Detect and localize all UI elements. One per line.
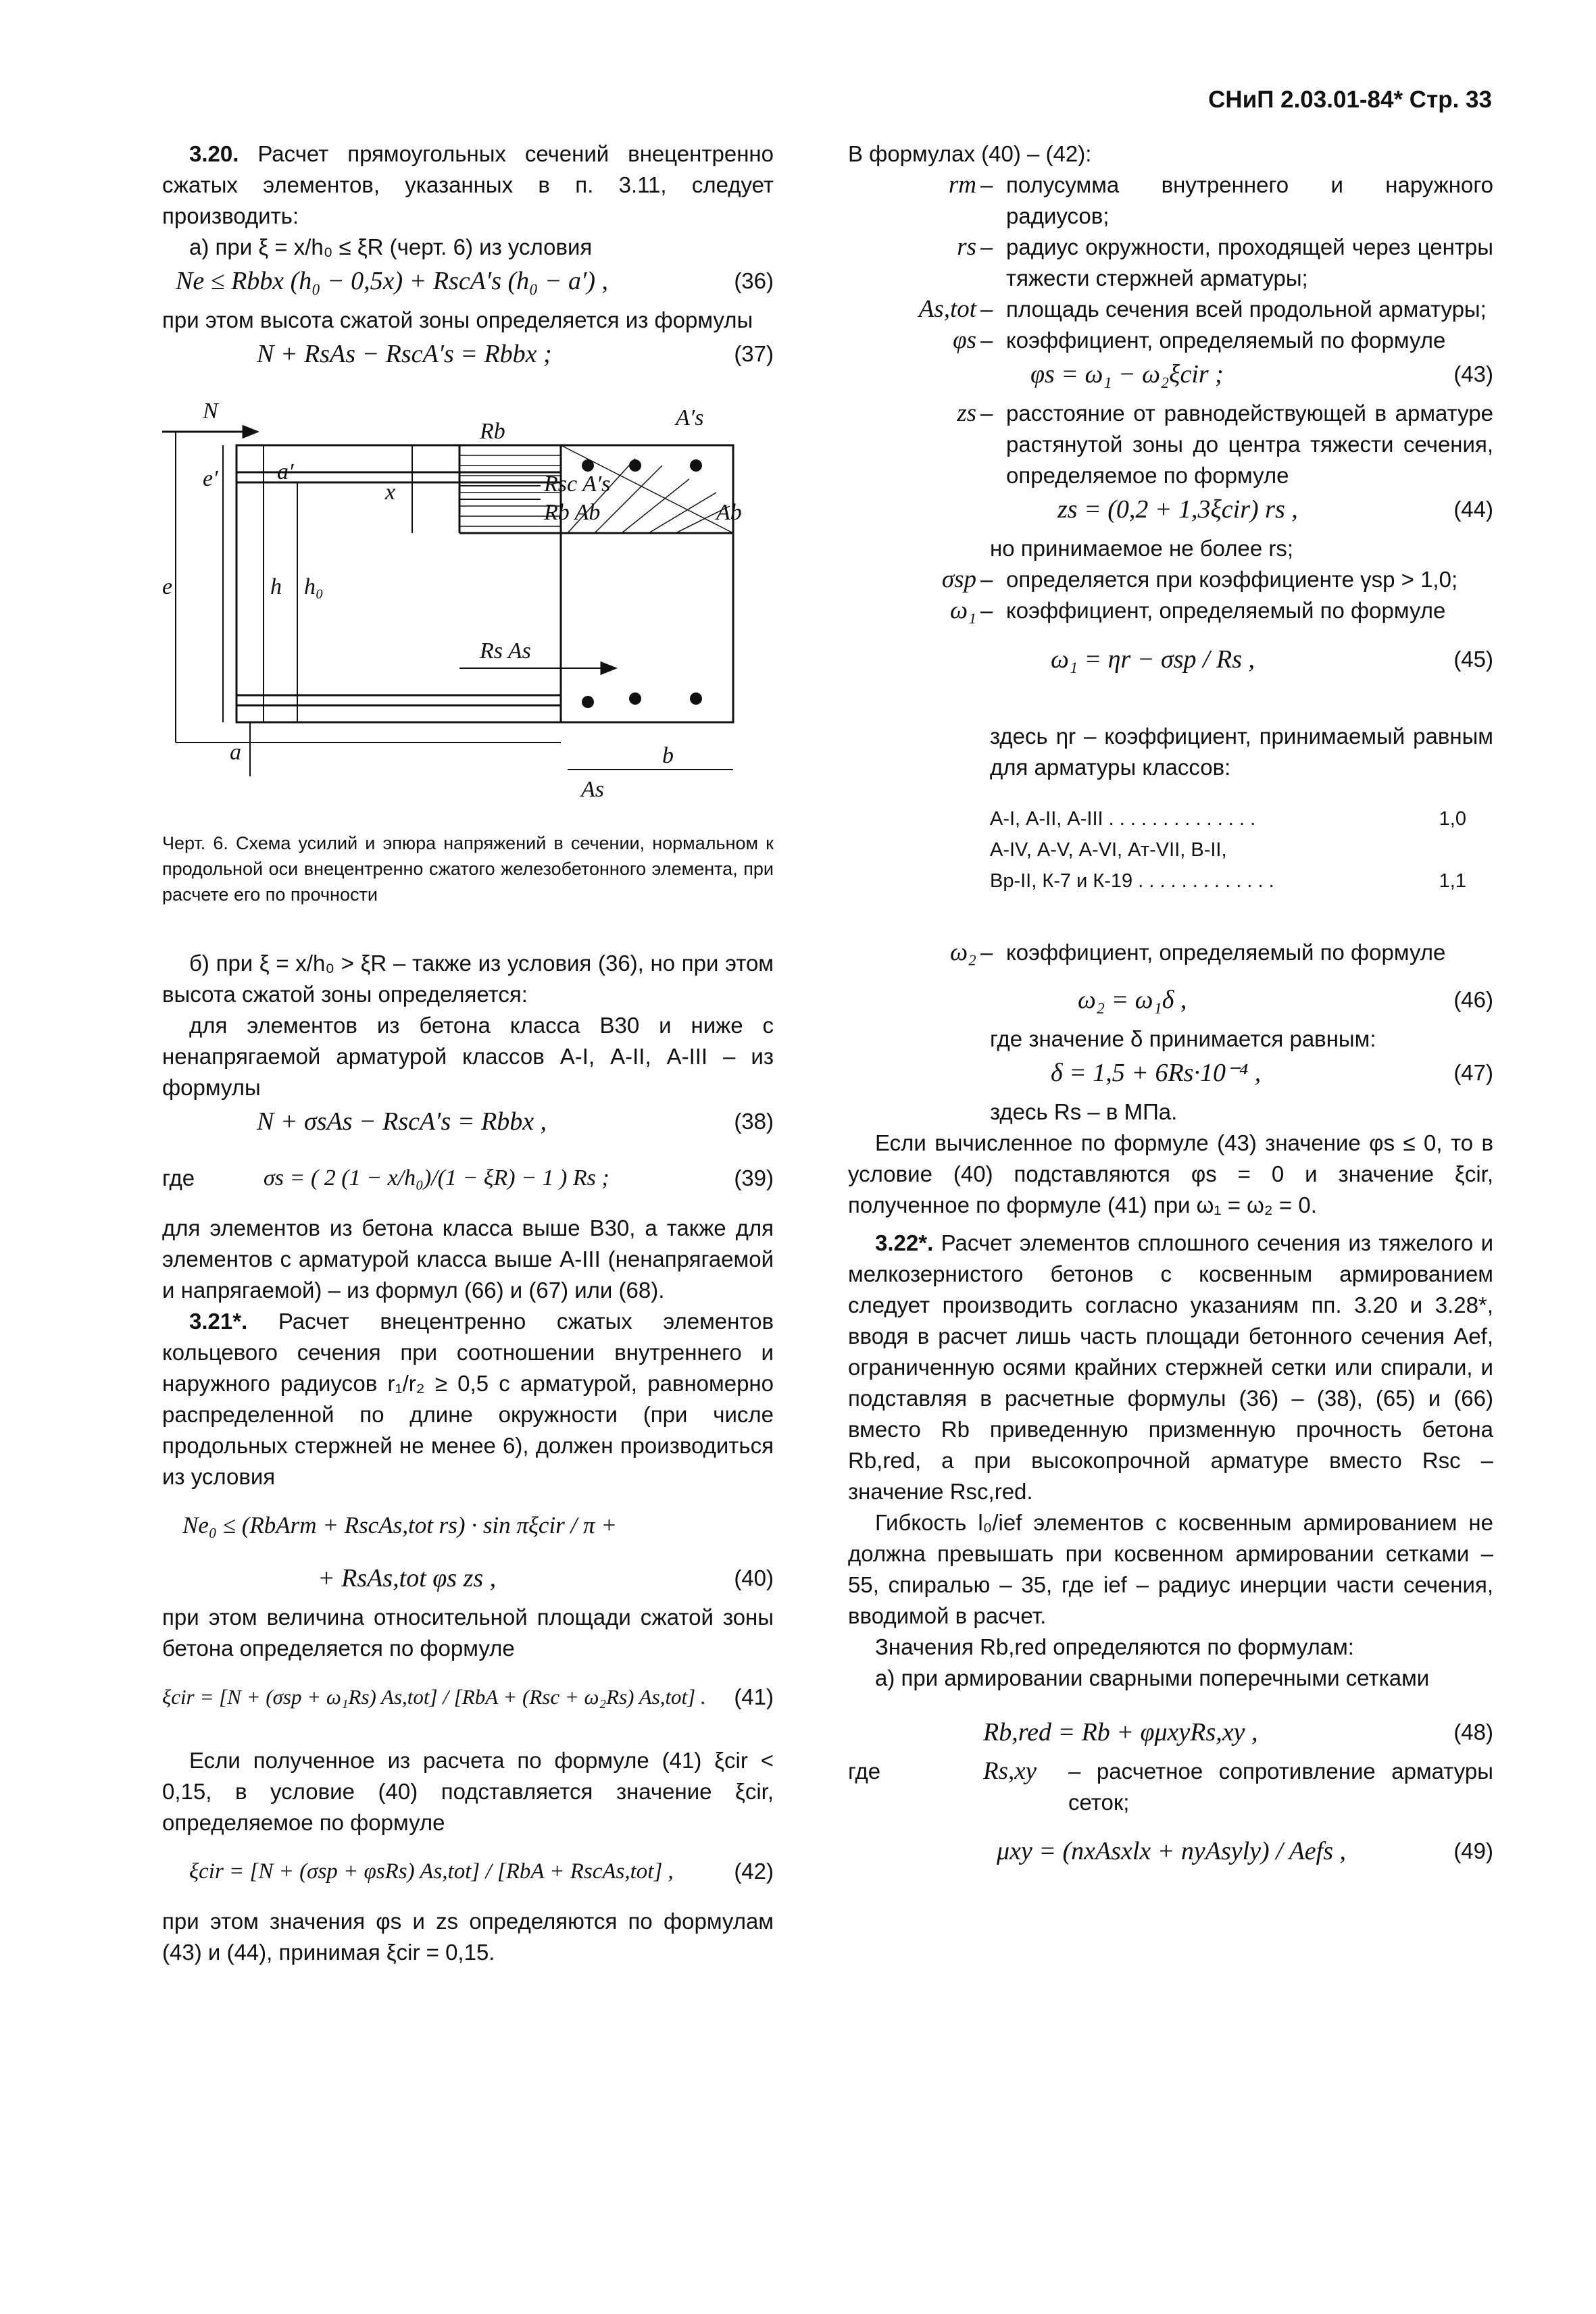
formula-number: (40) bbox=[734, 1565, 774, 1590]
values-text: Значения Rb,red определяются по формулам: bbox=[875, 1634, 1354, 1659]
section-number: 3.22*. bbox=[875, 1230, 934, 1255]
formula-36 bbox=[162, 263, 774, 305]
def-symbol: φs bbox=[953, 326, 976, 354]
where-label: где bbox=[848, 1759, 881, 1784]
fig-label-aprime: a′ bbox=[277, 459, 294, 484]
formula-number: (48) bbox=[1453, 1719, 1493, 1744]
formula-37 bbox=[162, 336, 774, 378]
fig-label-N: N bbox=[203, 399, 218, 424]
formula: Rb,red = Rb + φμxyRs,xy , bbox=[983, 1718, 1258, 1746]
text-after-47b: Если вычисленное по формуле (43) значение φs ≤ 0, то в условие (40) подставляются φs = 0 и значение ξcir, полученное по формуле (41) при ω₁ = ω₂ = 0. bbox=[848, 1130, 1493, 1217]
fig-label-Ab: Ab bbox=[716, 500, 742, 525]
formula-40a bbox=[162, 1492, 774, 1560]
formula-number: (36) bbox=[734, 268, 774, 293]
def-symbol: σsp bbox=[941, 565, 976, 593]
def-row bbox=[848, 1756, 1493, 1818]
def-text: радиус окружности, проходящей через центры тяжести стержней арматуры; bbox=[1006, 234, 1493, 291]
fig-label-a: a bbox=[230, 740, 241, 765]
formula: N + σsAs − RscA′s = Rbbx , bbox=[257, 1107, 547, 1136]
text-after-42: при этом значения φs и zs определяются по формулам (43) и (44), принимая ξcir = 0,15. bbox=[162, 1909, 774, 1965]
formula-number: (37) bbox=[734, 341, 774, 366]
def-text: коэффициент, определяемый по формуле bbox=[1006, 940, 1446, 965]
def-row: ω₁ – коэффициент, определяемый по формуле bbox=[848, 595, 1493, 626]
where-label: где bbox=[162, 1165, 195, 1190]
fig-label-h0: h₀ bbox=[304, 574, 324, 599]
def-symbol: rm bbox=[948, 171, 976, 199]
table-row bbox=[990, 834, 1466, 865]
formula-39 bbox=[162, 1145, 774, 1213]
def-text: определяется при коэффициенте γsp > 1,0; bbox=[1006, 567, 1458, 592]
formula-number: (39) bbox=[734, 1165, 774, 1190]
table-cell: А-I, А-II, А-III . . . . . . . . . . . . . . bbox=[990, 808, 1256, 830]
table-cell: А-IV, А-V, А-VI, Ат-VII, В-II, bbox=[990, 839, 1227, 861]
def-row: rm – полусумма внутреннего и наружного радиусов; bbox=[848, 170, 1493, 232]
formula: ξcir = [N + (σsp + ω₁Rs) As,tot] / [RbA + (Rsc + ω₂Rs) As,tot] . bbox=[162, 1685, 706, 1709]
page-header: СНиП 2.03.01-84* Стр. 33 bbox=[1208, 86, 1492, 113]
left-column bbox=[162, 139, 774, 1968]
text-after-47: здесь Rs – в МПа. bbox=[990, 1099, 1178, 1124]
eta-text: здесь ηr – коэффициент, принимаемый равным для арматуры классов: bbox=[990, 724, 1493, 780]
formula: ω₁ = ηr − σsp / Rs , bbox=[1051, 645, 1255, 674]
formula-number: (44) bbox=[1453, 497, 1493, 522]
fig-label-eprime: e′ bbox=[203, 466, 218, 491]
formula: σs = ( 2 (1 − x/h₀)/(1 − ξR) − 1 ) Rs ; bbox=[264, 1165, 609, 1190]
fig-label-As: As bbox=[581, 777, 604, 802]
text-after-40: при этом величина относительной площади сжатой зоны бетона определяется по формуле bbox=[162, 1605, 774, 1661]
table-cell: 1,1 bbox=[1439, 870, 1466, 892]
def-text: – расчетное сопротивление арматуры сеток; bbox=[1068, 1759, 1493, 1815]
fig-label-h: h bbox=[270, 574, 282, 599]
section-3-22 bbox=[848, 1228, 1493, 1507]
text-after-44: но принимаемое не более rs; bbox=[990, 536, 1294, 561]
def-row: zs – расстояние от равнодействующей в арматуре растянутой зоны до центра тяжести сечения, определяемое по формуле bbox=[848, 398, 1493, 491]
def-text: площадь сечения всей продольной арматуры; bbox=[1006, 297, 1487, 322]
def-symbol: As,tot bbox=[918, 295, 976, 323]
text-after-39: для элементов из бетона класса выше В30, а также для элементов с арматурой класса выше А-III (ненапрягаемой и напрягаемой) – из формул (66) и (67) или (68). bbox=[162, 1215, 774, 1303]
flexibility-text: Гибкость l₀/ief элементов с косвенным армированием не должна превышать при косвенном армировании сетками – 55, спиралью – 35, где ief – радиус инерции части сечения, вводимой в расчет. bbox=[848, 1510, 1493, 1628]
formula-49 bbox=[848, 1818, 1493, 1886]
section-3-21 bbox=[162, 1306, 774, 1492]
def-symbol: Rs,xy bbox=[983, 1757, 1037, 1785]
formula: ω₂ = ω₁δ , bbox=[1078, 986, 1187, 1014]
defs-intro: В формулах (40) – (42): bbox=[848, 141, 1092, 166]
fig-label-Asprime: A′s bbox=[676, 405, 704, 430]
formula-number: (45) bbox=[1453, 647, 1493, 672]
eta-table bbox=[990, 803, 1466, 897]
formula-38 bbox=[162, 1103, 774, 1145]
formula-40b bbox=[162, 1560, 774, 1602]
formula: N + RsAs − RscA′s = Rbbx ; bbox=[257, 340, 552, 368]
def-symbol: ω₁ bbox=[950, 597, 976, 624]
case-a: а) при ξ = x/h₀ ≤ ξR (черт. 6) из условия bbox=[189, 234, 593, 259]
def-text: расстояние от равнодействующей в арматуре растянутой зоны до центра тяжести сечения, определяемое по формуле bbox=[1006, 401, 1493, 488]
formula-number: (46) bbox=[1453, 987, 1493, 1012]
fig-label-RscAs: Rsc A′s bbox=[544, 472, 611, 497]
def-symbol: rs bbox=[957, 233, 976, 261]
table-cell: Вр-II, К-7 и К-19 . . . . . . . . . . . . . bbox=[990, 870, 1274, 892]
formula: δ = 1,5 + 6Rs·10⁻⁴ , bbox=[1051, 1059, 1262, 1087]
def-row: φs – коэффициент, определяемый по формуле bbox=[848, 325, 1493, 356]
definitions-w2 bbox=[848, 937, 1493, 968]
table-row bbox=[990, 803, 1466, 834]
table-row bbox=[990, 865, 1466, 897]
def-symbol: ω₂ bbox=[950, 938, 976, 966]
definitions-rsxy bbox=[848, 1756, 1493, 1818]
def-text: коэффициент, определяемый по формуле bbox=[1006, 598, 1446, 623]
case-a-right: а) при армировании сварными поперечными сетками bbox=[875, 1665, 1430, 1690]
text-b2: для элементов из бетона класса В30 и ниже с ненапрягаемой арматурой классов А-I, А-II, А-III – из формулы bbox=[162, 1013, 774, 1100]
formula: μxy = (nxAsxlx + nyAsyly) / Aefs , bbox=[997, 1837, 1347, 1865]
text-after-41: Если полученное из расчета по формуле (41) ξcir < 0,15, в условие (40) подставляется значение ξcir, определяемое по формуле bbox=[162, 1748, 774, 1835]
formula: zs = (0,2 + 1,3ξcir) rs , bbox=[1057, 495, 1298, 524]
formula-47 bbox=[848, 1055, 1493, 1097]
formula-43 bbox=[848, 356, 1493, 398]
definitions-sigma bbox=[848, 564, 1493, 626]
formula-number: (47) bbox=[1453, 1060, 1493, 1085]
def-row: rs – радиус окружности, проходящей через центры тяжести стержней арматуры; bbox=[848, 232, 1493, 294]
formula-number: (41) bbox=[734, 1684, 774, 1709]
formula-number: (49) bbox=[1453, 1838, 1493, 1863]
formula: Ne ≤ Rbbx (h₀ − 0,5x) + RscA′s (h₀ − a′) , bbox=[176, 267, 608, 295]
def-symbol: zs bbox=[957, 399, 976, 427]
formula-46 bbox=[848, 982, 1493, 1024]
section-number: 3.21*. bbox=[189, 1309, 248, 1334]
formula-44 bbox=[848, 491, 1493, 533]
formula: ξcir = [N + (σsp + φsRs) As,tot] / [RbA + RscAs,tot] , bbox=[189, 1859, 674, 1884]
paragraph-text: Расчет прямоугольных сечений внецентренно сжатых элементов, указанных в п. 3.11, следует производить: bbox=[162, 141, 774, 228]
def-row: ω₂ – коэффициент, определяемый по формуле bbox=[848, 937, 1493, 968]
text-after-46: где значение δ принимается равным: bbox=[990, 1026, 1376, 1051]
paragraph-text: Расчет элементов сплошного сечения из тяжелого и мелкозернистого бетонов с косвенным армированием следует производить согласно указаниям пп. 3.20 и 3.28*, вводя в расчет лишь часть площади бетонного сечения Aef, ограниченную осями крайних стержней сетки или спирали, и подставляя в расчетные формулы (36) – (38), (65) и (66) вместо Rb приведенную призменную прочность бетона Rb,red, а при высокопрочной арматуре вместо Rsc – значение Rsc,red. bbox=[848, 1230, 1493, 1504]
section-3-20 bbox=[162, 139, 774, 232]
def-row: As,tot – площадь сечения всей продольной арматуры; bbox=[848, 294, 1493, 325]
paragraph-text: Расчет внецентренно сжатых элементов кольцевого сечения при соотношении внутреннего и наружного радиусов r₁/r₂ ≥ 0,5 с арматурой, равномерно распределенной по длине окружности (при числе продольных стержней не менее 6), должен производиться из условия bbox=[162, 1309, 774, 1489]
formula-45 bbox=[848, 626, 1493, 694]
fig-label-b: b bbox=[662, 743, 674, 768]
table-cell: 1,0 bbox=[1439, 808, 1466, 830]
fig-label-x: x bbox=[385, 480, 396, 505]
fig-label-RsAs: Rs As bbox=[480, 638, 531, 663]
formula-number: (38) bbox=[734, 1109, 774, 1134]
formula: + RsAs,tot φs zs , bbox=[318, 1564, 497, 1592]
formula-number: (42) bbox=[734, 1859, 774, 1884]
fig-label-e: e bbox=[162, 574, 173, 599]
formula: Ne₀ ≤ (RbArm + RscAs,tot rs) · sin πξcir / π + bbox=[182, 1512, 617, 1538]
formula-42 bbox=[162, 1838, 774, 1906]
definitions-zs bbox=[848, 398, 1493, 491]
figure-caption: Черт. 6. Схема усилий и эпюра напряжений в сечении, нормальном к продольной оси внецентренно сжатого железобетонного элемента, при расчете его по прочности bbox=[162, 833, 774, 905]
formula: φs = ω₁ − ω₂ξcir ; bbox=[1030, 360, 1224, 388]
right-column bbox=[848, 139, 1493, 1886]
formula-41 bbox=[162, 1664, 774, 1732]
def-text: коэффициент, определяемый по формуле bbox=[1006, 328, 1446, 353]
case-b: б) при ξ = x/h₀ > ξR – также из условия (36), но при этом высота сжатой зоны определяется: bbox=[162, 951, 774, 1007]
def-text: полусумма внутреннего и наружного радиусов; bbox=[1006, 172, 1493, 228]
section-number: 3.20. bbox=[189, 141, 239, 166]
fig-label-Rb: Rb bbox=[480, 419, 505, 444]
text-after-36: при этом высота сжатой зоны определяется из формулы bbox=[162, 307, 753, 332]
formula-number: (43) bbox=[1453, 361, 1493, 386]
figure-6 bbox=[162, 391, 774, 824]
fig-label-RbAb: Rb Ab bbox=[544, 500, 601, 525]
definitions bbox=[848, 170, 1493, 356]
formula-48 bbox=[848, 1714, 1493, 1756]
def-row: σsp – определяется при коэффициенте γsp > 1,0; bbox=[848, 564, 1493, 595]
